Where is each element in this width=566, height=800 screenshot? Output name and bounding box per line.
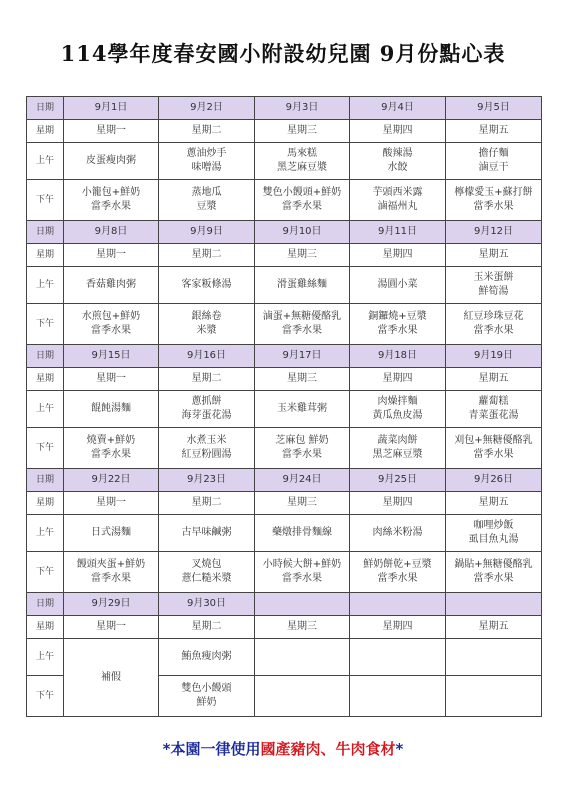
afternoon-snack-cell bbox=[159, 676, 255, 717]
morning-snack-cell bbox=[350, 267, 446, 304]
afternoon-snack-cell bbox=[255, 180, 350, 221]
menu-item: 當季水果 bbox=[473, 325, 514, 336]
date-cell: 9月19日 bbox=[446, 345, 542, 368]
menu-item: 蘿蔔糕 bbox=[478, 396, 509, 407]
menu-item: 燒賣+鮮奶 bbox=[86, 435, 136, 446]
afternoon-label: 下午 bbox=[27, 304, 64, 345]
menu-item: 鮮奶餅乾+豆漿 bbox=[363, 559, 432, 570]
weekday-row bbox=[27, 368, 542, 391]
menu-item: 水煮玉米 bbox=[186, 435, 227, 446]
date-label: 日期 bbox=[27, 221, 64, 244]
afternoon-snack-cell bbox=[446, 552, 542, 593]
afternoon-snack-cell bbox=[64, 552, 159, 593]
menu-item: 當季水果 bbox=[377, 573, 418, 584]
weekday-cell: 星期三 bbox=[255, 244, 350, 267]
weekday-cell: 星期三 bbox=[255, 368, 350, 391]
weekday-cell: 星期二 bbox=[159, 368, 255, 391]
afternoon-snack-cell bbox=[64, 428, 159, 469]
menu-item: 滷蛋+無糖優酪乳 bbox=[262, 311, 342, 322]
menu-item: 酸辣湯 bbox=[382, 148, 413, 159]
morning-snack-cell bbox=[350, 143, 446, 180]
menu-item: 蔥抓餅 bbox=[191, 396, 222, 407]
menu-item: 青菜蛋花湯 bbox=[468, 410, 519, 421]
menu-item: 雙色小饅頭 bbox=[181, 683, 232, 694]
morning-row bbox=[27, 639, 542, 676]
morning-snack-cell bbox=[64, 267, 159, 304]
date-cell: 9月23日 bbox=[159, 469, 255, 492]
weekday-row bbox=[27, 244, 542, 267]
footer-note-part1: *本園一律使用 bbox=[162, 740, 261, 758]
weekday-cell: 星期二 bbox=[159, 244, 255, 267]
morning-snack-cell bbox=[64, 391, 159, 428]
weekday-label: 星期 bbox=[27, 492, 64, 515]
menu-item: 當季水果 bbox=[473, 573, 514, 584]
menu-item: 滑蛋雞絲麵 bbox=[277, 279, 327, 290]
morning-snack-cell bbox=[446, 515, 542, 552]
weekday-label: 星期 bbox=[27, 120, 64, 143]
date-row bbox=[27, 469, 542, 492]
afternoon-snack-cell bbox=[446, 676, 542, 717]
menu-item: 紅豆珍珠豆花 bbox=[463, 311, 524, 322]
afternoon-snack-cell bbox=[350, 304, 446, 345]
menu-item: 紅豆粉圓湯 bbox=[181, 449, 232, 460]
date-cell: 9月26日 bbox=[446, 469, 542, 492]
weekday-row bbox=[27, 492, 542, 515]
morning-label: 上午 bbox=[27, 391, 64, 428]
afternoon-snack-cell bbox=[255, 676, 350, 717]
date-cell: 9月22日 bbox=[64, 469, 159, 492]
menu-item: 當季水果 bbox=[282, 449, 322, 460]
menu-item: 皮蛋瘦肉粥 bbox=[86, 155, 136, 166]
menu-item: 雙色小饅頭+鮮奶 bbox=[262, 187, 342, 198]
morning-label: 上午 bbox=[27, 639, 64, 676]
weekday-cell: 星期三 bbox=[255, 616, 350, 639]
morning-snack-cell bbox=[159, 267, 255, 304]
menu-item: 當季水果 bbox=[377, 325, 418, 336]
weekday-label: 星期 bbox=[27, 244, 64, 267]
morning-snack-cell bbox=[350, 639, 446, 676]
menu-item: 蒸地瓜 bbox=[191, 187, 222, 198]
weekday-cell: 星期二 bbox=[159, 492, 255, 515]
date-cell bbox=[255, 593, 350, 616]
holiday-cell bbox=[64, 639, 159, 717]
date-cell: 9月30日 bbox=[159, 593, 255, 616]
menu-item: 黃瓜魚皮湯 bbox=[372, 410, 423, 421]
date-cell: 9月2日 bbox=[159, 97, 255, 120]
menu-item: 補假 bbox=[101, 671, 121, 683]
menu-item: 小時候大餅+鮮奶 bbox=[262, 559, 342, 570]
morning-snack-cell bbox=[159, 391, 255, 428]
afternoon-snack-cell bbox=[446, 428, 542, 469]
date-cell: 9月5日 bbox=[446, 97, 542, 120]
menu-item: 肉燥拌麵 bbox=[377, 396, 418, 407]
menu-item: 鮪魚瘦肉粥 bbox=[181, 651, 232, 662]
weekday-row bbox=[27, 616, 542, 639]
afternoon-label: 下午 bbox=[27, 180, 64, 221]
weekday-cell: 星期四 bbox=[350, 368, 446, 391]
menu-item: 銀絲卷 bbox=[191, 311, 222, 322]
snack-menu-table bbox=[26, 96, 542, 717]
menu-item: 蔬菜肉餅 bbox=[377, 435, 418, 446]
menu-item: 蔥油炒手 bbox=[186, 148, 227, 159]
menu-item: 檸檬愛玉+蘇打餅 bbox=[454, 187, 533, 198]
weekday-cell: 星期四 bbox=[350, 616, 446, 639]
afternoon-row bbox=[27, 304, 542, 345]
afternoon-label: 下午 bbox=[27, 428, 64, 469]
weekday-cell: 星期五 bbox=[446, 120, 542, 143]
date-cell: 9月1日 bbox=[64, 97, 159, 120]
menu-item: 鍋貼+無糖優酪乳 bbox=[454, 559, 533, 570]
morning-snack-cell bbox=[159, 639, 255, 676]
menu-item: 當季水果 bbox=[282, 325, 322, 336]
afternoon-label: 下午 bbox=[27, 552, 64, 593]
morning-label: 上午 bbox=[27, 515, 64, 552]
menu-item: 芋頭西米露 bbox=[372, 187, 423, 198]
menu-item: 黑芝麻豆漿 bbox=[372, 449, 423, 460]
afternoon-label: 下午 bbox=[27, 676, 64, 717]
weekday-cell: 星期五 bbox=[446, 244, 542, 267]
menu-item: 饅頭夾蛋+鮮奶 bbox=[76, 559, 146, 570]
weekday-cell: 星期二 bbox=[159, 120, 255, 143]
afternoon-row bbox=[27, 552, 542, 593]
date-row bbox=[27, 97, 542, 120]
afternoon-snack-cell bbox=[350, 552, 446, 593]
date-cell: 9月18日 bbox=[350, 345, 446, 368]
morning-snack-cell bbox=[159, 515, 255, 552]
morning-row bbox=[27, 267, 542, 304]
afternoon-snack-cell bbox=[159, 552, 255, 593]
footer-note bbox=[0, 738, 566, 759]
menu-item: 當季水果 bbox=[91, 573, 131, 584]
menu-item: 當季水果 bbox=[282, 573, 322, 584]
afternoon-snack-cell bbox=[159, 180, 255, 221]
morning-snack-cell bbox=[64, 143, 159, 180]
menu-item: 玉米雞茸粥 bbox=[277, 403, 327, 414]
menu-item: 玉米蛋餅 bbox=[473, 272, 514, 283]
morning-snack-cell bbox=[350, 391, 446, 428]
menu-item: 湯圓小菜 bbox=[377, 279, 418, 290]
weekday-cell: 星期五 bbox=[446, 616, 542, 639]
menu-item: 海芽蛋花湯 bbox=[181, 410, 232, 421]
afternoon-snack-cell bbox=[159, 428, 255, 469]
date-cell: 9月25日 bbox=[350, 469, 446, 492]
date-cell: 9月4日 bbox=[350, 97, 446, 120]
menu-item: 當季水果 bbox=[282, 201, 322, 212]
date-cell: 9月11日 bbox=[350, 221, 446, 244]
date-cell bbox=[350, 593, 446, 616]
morning-snack-cell bbox=[446, 639, 542, 676]
menu-item: 香菇雞肉粥 bbox=[86, 279, 136, 290]
morning-label: 上午 bbox=[27, 267, 64, 304]
date-row bbox=[27, 221, 542, 244]
date-cell: 9月29日 bbox=[64, 593, 159, 616]
menu-item: 當季水果 bbox=[91, 449, 131, 460]
weekday-cell: 星期二 bbox=[159, 616, 255, 639]
weekday-cell: 星期五 bbox=[446, 368, 542, 391]
menu-item: 水餃 bbox=[387, 162, 408, 173]
date-cell: 9月17日 bbox=[255, 345, 350, 368]
weekday-cell: 星期五 bbox=[446, 492, 542, 515]
date-cell: 9月3日 bbox=[255, 97, 350, 120]
morning-row bbox=[27, 143, 542, 180]
weekday-cell: 星期四 bbox=[350, 120, 446, 143]
menu-item: 日式湯麵 bbox=[91, 527, 131, 538]
afternoon-snack-cell bbox=[255, 552, 350, 593]
afternoon-snack-cell bbox=[446, 180, 542, 221]
weekday-row bbox=[27, 120, 542, 143]
menu-item: 當季水果 bbox=[473, 449, 514, 460]
afternoon-snack-cell bbox=[255, 428, 350, 469]
menu-item: 叉燒包 bbox=[191, 559, 222, 570]
menu-item: 當季水果 bbox=[473, 201, 514, 212]
menu-item: 肉絲米粉湯 bbox=[372, 527, 423, 538]
morning-label: 上午 bbox=[27, 143, 64, 180]
menu-item: 馬來糕 bbox=[287, 148, 317, 159]
morning-snack-cell bbox=[255, 639, 350, 676]
weekday-cell: 星期三 bbox=[255, 492, 350, 515]
menu-item: 小籠包+鮮奶 bbox=[81, 187, 141, 198]
morning-snack-cell bbox=[255, 391, 350, 428]
menu-item: 芝麻包 鮮奶 bbox=[275, 435, 329, 446]
menu-item: 當季水果 bbox=[91, 201, 131, 212]
footer-note-part3: * bbox=[395, 740, 404, 758]
afternoon-snack-cell bbox=[64, 180, 159, 221]
weekday-cell: 星期一 bbox=[64, 616, 159, 639]
menu-item: 滷福州丸 bbox=[377, 201, 418, 212]
weekday-label: 星期 bbox=[27, 368, 64, 391]
morning-snack-cell bbox=[64, 515, 159, 552]
date-cell: 9月24日 bbox=[255, 469, 350, 492]
date-row bbox=[27, 593, 542, 616]
menu-item: 銅鑼燒+豆漿 bbox=[368, 311, 427, 322]
afternoon-snack-cell bbox=[350, 180, 446, 221]
date-label: 日期 bbox=[27, 97, 64, 120]
morning-snack-cell bbox=[255, 267, 350, 304]
menu-item: 薏仁糙米漿 bbox=[181, 573, 232, 584]
morning-snack-cell bbox=[446, 391, 542, 428]
morning-snack-cell bbox=[446, 267, 542, 304]
weekday-cell: 星期四 bbox=[350, 244, 446, 267]
date-cell: 9月15日 bbox=[64, 345, 159, 368]
page-title: 114學年度春安國小附設幼兒園 9月份點心表 bbox=[60, 41, 506, 66]
menu-item: 擔仔麵 bbox=[478, 148, 509, 159]
menu-item: 黑芝麻豆漿 bbox=[277, 162, 327, 173]
menu-item: 當季水果 bbox=[91, 325, 131, 336]
weekday-cell: 星期三 bbox=[255, 120, 350, 143]
menu-item: 味噌湯 bbox=[191, 162, 222, 173]
date-cell: 9月9日 bbox=[159, 221, 255, 244]
afternoon-snack-cell bbox=[350, 428, 446, 469]
morning-snack-cell bbox=[255, 515, 350, 552]
menu-item: 客家粄條湯 bbox=[181, 279, 232, 290]
menu-item: 水煎包+鮮奶 bbox=[81, 311, 141, 322]
menu-item: 刈包+無糖優酪乳 bbox=[454, 435, 533, 446]
menu-item: 鮮奶 bbox=[196, 697, 217, 708]
afternoon-snack-cell bbox=[64, 304, 159, 345]
date-row bbox=[27, 345, 542, 368]
menu-item: 米漿 bbox=[196, 325, 217, 336]
weekday-cell: 星期一 bbox=[64, 368, 159, 391]
afternoon-row bbox=[27, 180, 542, 221]
morning-snack-cell bbox=[350, 515, 446, 552]
date-label: 日期 bbox=[27, 593, 64, 616]
date-cell: 9月10日 bbox=[255, 221, 350, 244]
date-cell: 9月16日 bbox=[159, 345, 255, 368]
afternoon-snack-cell bbox=[255, 304, 350, 345]
morning-snack-cell bbox=[255, 143, 350, 180]
afternoon-snack-cell bbox=[446, 304, 542, 345]
morning-row bbox=[27, 391, 542, 428]
weekday-cell: 星期一 bbox=[64, 244, 159, 267]
weekday-cell: 星期四 bbox=[350, 492, 446, 515]
date-cell: 9月8日 bbox=[64, 221, 159, 244]
menu-item: 虱目魚丸湯 bbox=[468, 534, 519, 545]
weekday-cell: 星期一 bbox=[64, 492, 159, 515]
menu-item: 滷豆干 bbox=[478, 162, 509, 173]
menu-item: 古早味鹹粥 bbox=[181, 527, 232, 538]
date-label: 日期 bbox=[27, 469, 64, 492]
weekday-label: 星期 bbox=[27, 616, 64, 639]
morning-snack-cell bbox=[159, 143, 255, 180]
date-cell bbox=[446, 593, 542, 616]
morning-snack-cell bbox=[446, 143, 542, 180]
afternoon-snack-cell bbox=[159, 304, 255, 345]
date-cell: 9月12日 bbox=[446, 221, 542, 244]
menu-item: 咖哩炒飯 bbox=[473, 520, 514, 531]
menu-item: 藥燉排骨麵線 bbox=[272, 527, 332, 538]
date-label: 日期 bbox=[27, 345, 64, 368]
menu-item: 豆漿 bbox=[196, 201, 217, 212]
afternoon-snack-cell bbox=[350, 676, 446, 717]
menu-item: 餛飩湯麵 bbox=[91, 403, 131, 414]
morning-row bbox=[27, 515, 542, 552]
menu-item: 鮮筍湯 bbox=[478, 286, 509, 297]
weekday-cell: 星期一 bbox=[64, 120, 159, 143]
footer-note-highlight: 國產豬肉、牛肉食材 bbox=[260, 740, 396, 758]
afternoon-row bbox=[27, 428, 542, 469]
